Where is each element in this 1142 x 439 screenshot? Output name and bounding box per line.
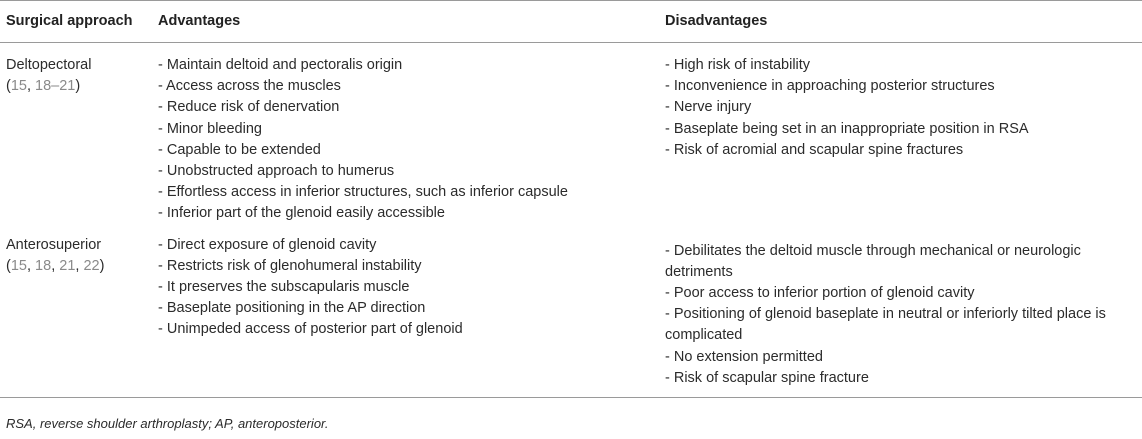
approach-name: Anterosuperior: [6, 236, 102, 253]
advantage-item: - Maintain deltoid and pectoralis origin: [158, 57, 403, 73]
advantage-item: - Reduce risk of denervation: [158, 99, 340, 116]
approach-cell: [0, 229, 142, 398]
advantage-item: - Restricts risk of glenohumeral instability: [158, 257, 422, 274]
advantage-item: - Inferior part of the glenoid easily accessible: [158, 205, 445, 222]
advantage-item: - Unimpeded access of posterior part of glenoid: [158, 321, 463, 338]
advantage-item: - Unobstructed approach to humerus: [158, 163, 395, 180]
disadvantage-item: - Risk of acromial and scapular spine fractures: [665, 141, 964, 158]
table-body: [0, 43, 1142, 398]
table-row-deltopectoral: [0, 43, 1142, 229]
approach-cell: [0, 43, 142, 229]
advantages-cell: [142, 229, 649, 398]
approach-references: (15, 18–21): [6, 78, 81, 95]
reference-link[interactable]: 15: [10, 78, 27, 95]
disadvantage-item: - No extension permitted: [665, 348, 823, 365]
header-disadvantages: Disadvantages: [649, 1, 1142, 43]
advantage-item: - Access across the muscles: [158, 78, 341, 95]
approach-references: (15, 18, 21, 22): [6, 257, 105, 274]
disadvantages-cell: [649, 229, 1142, 398]
advantage-item: - Baseplate positioning in the AP direction: [158, 300, 426, 317]
reference-link[interactable]: 22: [83, 257, 100, 274]
disadvantage-item: - High risk of instability: [665, 57, 811, 73]
reference-link[interactable]: 18: [35, 257, 52, 274]
advantage-item: - Capable to be extended: [158, 141, 321, 158]
disadvantage-item: - Baseplate being set in an inappropriate position in RSA: [665, 120, 1029, 137]
header-surgical-approach: Surgical approach: [0, 1, 142, 43]
table-header: [0, 1, 1142, 43]
header-row: [0, 1, 1142, 43]
header-advantages: Advantages: [142, 1, 649, 43]
approach-name: Deltopectoral: [6, 57, 92, 73]
advantage-item: - Direct exposure of glenoid cavity: [158, 236, 377, 253]
disadvantage-item: - Poor access to inferior portion of glenoid cavity: [665, 285, 975, 302]
advantage-item: - Effortless access in inferior structures, such as inferior capsule: [158, 184, 568, 201]
table-footnote: RSA, reverse shoulder arthroplasty; AP, anteroposterior.: [6, 416, 329, 431]
reference-link[interactable]: 21: [59, 257, 76, 274]
disadvantage-item: - Debilitates the deltoid muscle through mechanical or neurologic detriments: [665, 242, 1081, 280]
table-row-anterosuperior: [0, 229, 1142, 398]
disadvantage-item: - Positioning of glenoid baseplate in neutral or inferiorly tilted place is complicated: [665, 306, 1106, 344]
reference-link[interactable]: 18–21: [35, 78, 76, 95]
disadvantage-item: - Risk of scapular spine fracture: [665, 369, 869, 386]
disadvantages-cell: [649, 43, 1142, 229]
disadvantage-item: - Inconvenience in approaching posterior structures: [665, 78, 995, 95]
advantage-item: - Minor bleeding: [158, 120, 262, 137]
advantage-item: - It preserves the subscapularis muscle: [158, 279, 410, 296]
advantages-cell: [142, 43, 649, 229]
disadvantage-item: - Nerve injury: [665, 99, 752, 116]
reference-link[interactable]: 15: [10, 257, 27, 274]
